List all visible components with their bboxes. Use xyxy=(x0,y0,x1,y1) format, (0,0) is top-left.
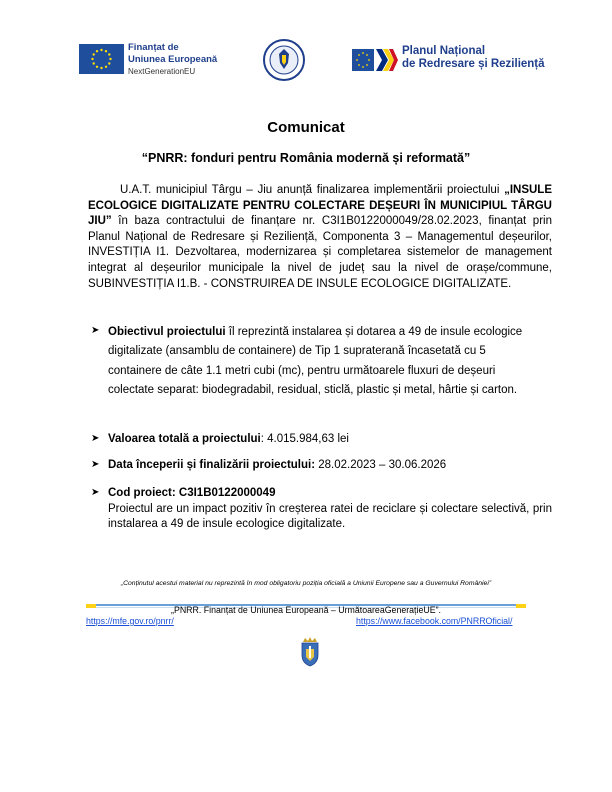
arrow-bullet-icon: ➤ xyxy=(91,487,100,498)
project-code-heading: Cod proiect: C3I1B0122000049 xyxy=(108,487,276,499)
arrow-bullet-icon: ➤ xyxy=(91,433,100,444)
eu-label-line2: Uniunea Europeană xyxy=(128,54,218,65)
document-subtitle: “PNRR: fonduri pentru România modernă și reformată” xyxy=(141,151,471,165)
eu-funding-label xyxy=(128,42,217,78)
pnrr-logo-icon xyxy=(352,46,398,74)
eu-label-line1: Finanțat de xyxy=(128,42,179,53)
intro-paragraph xyxy=(88,183,552,292)
romanian-government-seal-icon xyxy=(262,38,306,82)
dates-heading: Data începerii și finalizării proiectului: xyxy=(108,459,316,471)
total-value-text: : 4.015.984,63 lei xyxy=(260,433,349,445)
footer-disclaimer: „Conținutul acestui material nu reprezintă în mod obligatoriu poziția oficială a Uniunii Europene sau a Guvernului României” xyxy=(120,580,492,587)
intro-text-part2: în baza contractului de finanțare nr. C3I1B0122000049/28.02.2023, finanțat prin Planul Național de Redresare și Reziliență, Componenta 3 – Managementul deșeurilor, INVESTIȚIA I1. Dezvoltarea, modernizarea și completarea sistemelor de management integrat al deșeurilor municipale la nivel de județ sau la nivel de orașe/commune, SUBINVESTIȚIA I1.B. - CONSTRUIREA DE INSULE ECOLOGICE DIGITALIZATE. xyxy=(88,215,552,290)
pnrr-label-line1: Planul Național xyxy=(402,45,486,57)
footer-funding-note: „PNRR. Finanțat de Uniunea Europeană – UrmătoareaGenerațieUE”. xyxy=(171,605,441,615)
mfe-pnrr-link[interactable]: https://mfe.gov.ro/pnrr/ xyxy=(86,616,174,626)
project-code-item xyxy=(108,486,552,533)
eu-flag-icon xyxy=(79,44,124,74)
eu-label-line3: NextGenerationEU xyxy=(128,67,196,76)
total-value-heading: Valoarea totală a proiectului xyxy=(108,433,261,445)
footer-divider xyxy=(86,597,526,600)
arrow-bullet-icon: ➤ xyxy=(91,325,100,336)
dates-item xyxy=(108,458,528,473)
targu-jiu-crest-icon xyxy=(300,637,320,667)
pnrr-label xyxy=(402,45,545,71)
objective-heading: Obiectivul proiectului xyxy=(108,326,226,338)
dates-text: 28.02.2023 – 30.06.2026 xyxy=(315,459,447,471)
pnrr-label-line2: de Redresare și Reziliență xyxy=(402,58,545,70)
objective-text: îl reprezintă instalarea și dotarea a 49 de insule ecologice digitalizate (ansamblu de containere) de Tip 1 supraterană încasetată cu 5 containere de câte 1.1 metri cubi (mc), pentru următoarele fluxuri de deșeuri colectate separat: biodegradabil, residual, sticlă, plastic și metal, hârtie și carton. xyxy=(108,326,523,397)
total-value-item xyxy=(108,432,528,447)
intro-text-part1: U.A.T. municipiul Târgu – Jiu anunță finalizarea implementării proiectului xyxy=(120,184,505,196)
project-name: „INSULE ECOLOGICE DIGITALIZATE PENTRU COLECTARE DEȘEURI ÎN MUNICIPIUL TÂRGU JIU” xyxy=(88,184,552,228)
objective-item xyxy=(108,323,528,401)
project-impact-text: Proiectul are un impact pozitiv în creșterea ratei de reciclare și colectare selectivă, prin instalarea a 49 de insule ecologice digitalizate. xyxy=(108,502,552,531)
document-title: Comunicat xyxy=(267,119,345,136)
arrow-bullet-icon: ➤ xyxy=(91,459,100,470)
pnrr-facebook-link[interactable]: https://www.facebook.com/PNRROficial/ xyxy=(356,616,513,626)
